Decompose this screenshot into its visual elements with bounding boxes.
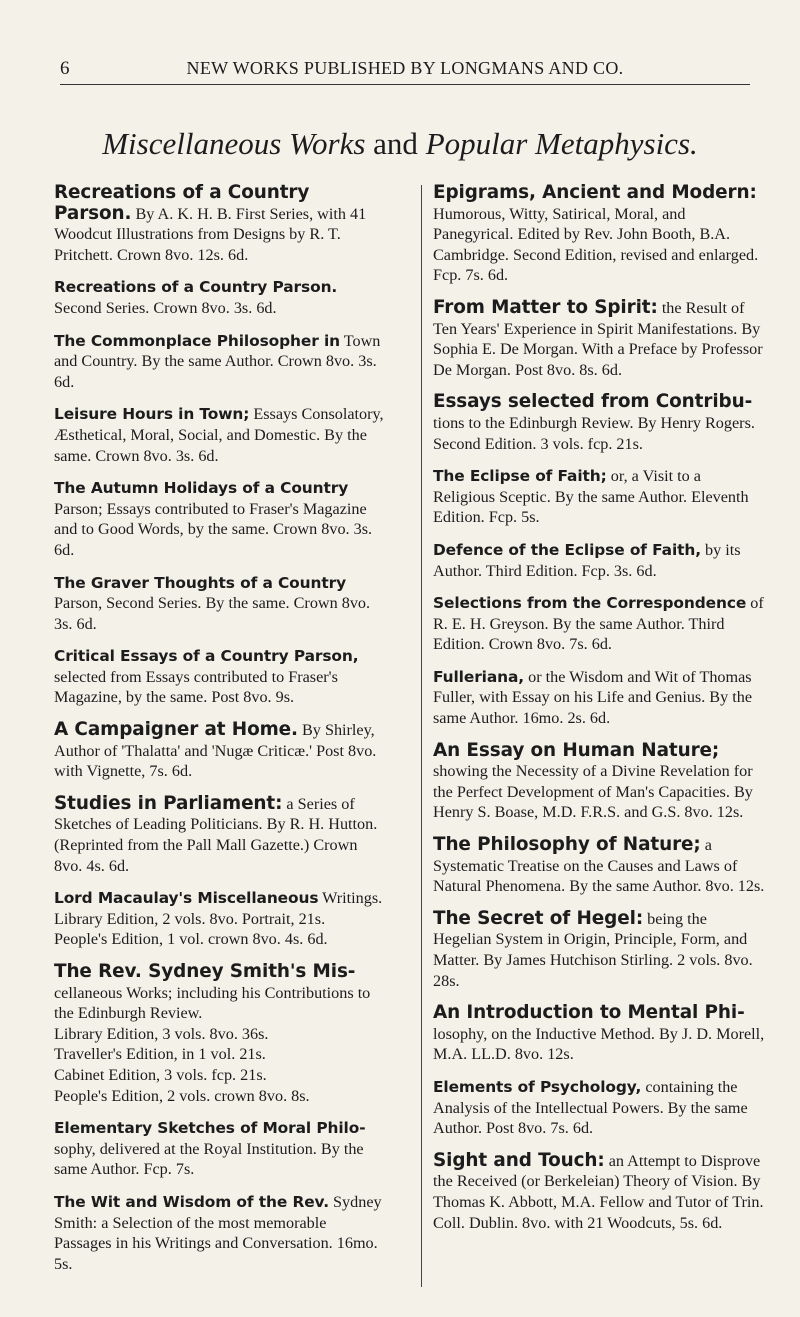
book-description: sophy, delivered at the Royal Institution. By the same Author. Fcp. 7s. — [54, 1139, 364, 1179]
book-entry — [433, 466, 765, 528]
book-title: The Graver Thoughts of a Country — [54, 573, 347, 592]
page-number: 6 — [60, 58, 70, 79]
book-entry — [433, 667, 765, 729]
edition-line: Cabinet Edition, 3 vols. fcp. 21s. — [54, 1065, 267, 1084]
column-divider — [421, 185, 422, 1287]
book-description: or, a Visit to a Religious Sceptic. By the same Author. Eleventh Edition. Fcp. 5s. — [433, 467, 749, 527]
book-entry — [54, 888, 384, 950]
book-entry — [54, 962, 384, 1106]
book-entry — [433, 593, 765, 655]
book-title: The Philosophy of Nature; — [433, 834, 701, 856]
book-title: Critical Essays of a Country Parson, — [54, 647, 359, 666]
page-header — [60, 58, 750, 80]
edition-line: Library Edition, 2 vols. 8vo. Portrait, 21s. — [54, 909, 326, 928]
book-description: the Result of Ten Years' Experience in Spirit Manifestations. By Sophia E. De Morgan. With a Preface by Professor De Morgan. Post 8vo. 8s. 6d. — [433, 298, 763, 379]
book-description: Parson, Second Series. By the same. Crown 8vo. 3s. 6d. — [54, 594, 371, 633]
book-description: Town and Country. By the same Author. Crown 8vo. 3s. 6d. — [54, 331, 381, 391]
edition-line: Traveller's Edition, in 1 vol. 21s. — [54, 1045, 266, 1064]
book-entry — [433, 835, 765, 897]
book-entry — [54, 1192, 384, 1274]
book-entry — [54, 277, 384, 318]
book-entry — [54, 183, 384, 265]
book-description: Writings. — [318, 889, 383, 908]
edition-line: Library Edition, 3 vols. 8vo. 36s. — [54, 1024, 269, 1043]
book-entry — [433, 1077, 765, 1139]
book-description: By Shirley, Author of 'Thalatta' and 'Nugæ Criticæ.' Post 8vo. with Vignette, 7s. 6d. — [54, 721, 377, 781]
book-entry — [54, 478, 384, 560]
book-title: From Matter to Spirit: — [433, 296, 658, 318]
section-title-part-b: Popular Metaphysics. — [425, 126, 698, 161]
book-title: The Commonplace Philosopher in — [54, 331, 341, 350]
book-title: Essays selected from Contribu- — [433, 391, 753, 413]
book-title: Defence of the Eclipse of Faith, — [433, 540, 701, 559]
section-title-and: and — [365, 126, 426, 161]
right-column — [433, 183, 765, 1245]
book-entry — [433, 1151, 765, 1233]
book-title: The Eclipse of Faith; — [433, 467, 607, 486]
book-description: losophy, on the Inductive Method. By J. D. Morell, M.A. LL.D. 8vo. 12s. — [433, 1024, 765, 1064]
book-title: The Secret of Hegel: — [433, 907, 644, 929]
book-description: an Attempt to Disprove the Received (or Berkeleian) Theory of Vision. By Thomas K. Abbott, M.A. Fellow and Tutor of Trin. Coll. Dublin. 8vo. with 21 Woodcuts, 5s. 6d. — [433, 1151, 764, 1232]
header-rule — [60, 84, 750, 85]
book-title: Sight and Touch: — [433, 1149, 605, 1171]
book-title: Lord Macaulay's Miscellaneous — [54, 889, 319, 908]
book-description: showing the Necessity of a Divine Revelation for the Perfect Development of Man's Capacities. By Henry S. Boase, M.D. F.R.S. and G.S. 8vo. 12s. — [433, 762, 753, 822]
book-entry — [54, 404, 384, 466]
book-title: Leisure Hours in Town; — [54, 405, 250, 424]
book-description: a Systematic Treatise on the Causes and Laws of Natural Phenomena. By the same Author. 8vo. 12s. — [433, 836, 765, 896]
edition-line: People's Edition, 1 vol. crown 8vo. 4s. 6d. — [54, 930, 328, 949]
book-description: a Series of Sketches of Leading Politicians. By R. H. Hutton. (Reprinted from the Pall Mall Gazette.) Crown 8vo. 4s. 6d. — [54, 794, 378, 875]
book-description: or the Wisdom and Wit of Thomas Fuller, with Essay on his Life and Genius. By the same Author. 16mo. 2s. 6d. — [433, 667, 753, 728]
book-title: Elements of Psychology, — [433, 1077, 642, 1096]
book-title: An Essay on Human Nature; — [433, 739, 720, 761]
book-description: being the Hegelian System in Origin, Principle, Form, and Matter. By James Hutchison Stirling. 2 vols. 8vo. 28s. — [433, 909, 753, 990]
book-title: The Wit and Wisdom of the Rev. — [54, 1192, 329, 1211]
running-head: NEW WORKS PUBLISHED BY LONGMANS AND CO. — [186, 58, 624, 78]
book-entry — [54, 794, 384, 876]
book-entry — [433, 909, 765, 991]
book-description: containing the Analysis of the Intellectual Powers. By the same Author. Post 8vo. 7s. 6d. — [433, 1077, 748, 1138]
book-description: cellaneous Works; including his Contributions to the Edinburgh Review. — [54, 983, 371, 1023]
book-title: The Rev. Sydney Smith's Mis- — [54, 961, 356, 982]
section-title — [0, 126, 800, 162]
book-entry — [54, 646, 384, 708]
book-title: Recreations of a Country Parson. — [54, 182, 310, 224]
book-description: Humorous, Witty, Satirical, Moral, and Panegyrical. Edited by Rev. John Booth, B.A. Cambridge. Second Edition, revised and enlarged. Fcp. 7s. 6d. — [433, 204, 759, 285]
book-title: Epigrams, Ancient and Modern: — [433, 182, 757, 203]
book-entry — [433, 741, 765, 823]
book-title: Fulleriana, — [433, 667, 525, 686]
book-description: Second Series. Crown 8vo. 3s. 6d. — [54, 298, 277, 317]
book-description: Sydney Smith: a Selection of the most memorable Passages in his Writings and Conversation. 16mo. 5s. — [54, 1192, 382, 1273]
edition-line: People's Edition, 2 vols. crown 8vo. 8s. — [54, 1086, 310, 1105]
book-entry — [54, 573, 384, 635]
book-description: selected from Essays contributed to Fraser's Magazine, by the same. Post 8vo. 9s. — [54, 667, 338, 707]
book-title: A Campaigner at Home. — [54, 719, 298, 741]
book-entry — [433, 183, 765, 286]
book-title: The Autumn Holidays of a Country — [54, 479, 349, 498]
book-description: By A. K. H. B. First Series, with 41 Woodcut Illustrations from Designs by R. T. Pritchett. Crown 8vo. 12s. 6d. — [54, 204, 367, 264]
book-title: Studies in Parliament: — [54, 792, 283, 814]
book-entry — [54, 331, 384, 393]
book-entry — [54, 1118, 384, 1180]
book-entry — [433, 1003, 765, 1065]
section-title-part-a: Miscellaneous Works — [102, 126, 366, 161]
left-column — [54, 183, 384, 1286]
book-entry — [433, 392, 765, 454]
book-description: by its Author. Third Edition. Fcp. 3s. 6d. — [433, 540, 741, 580]
book-entry — [54, 720, 384, 782]
book-title: Selections from the Correspondence — [433, 594, 747, 613]
book-description: tions to the Edinburgh Review. By Henry Rogers. Second Edition. 3 vols. fcp. 21s. — [433, 413, 755, 453]
book-entry — [433, 540, 765, 581]
book-description: of R. E. H. Greyson. By the same Author. Third Edition. Crown 8vo. 7s. 6d. — [433, 594, 764, 654]
book-title: An Introduction to Mental Phi- — [433, 1002, 745, 1024]
book-title: Recreations of a Country Parson. — [54, 278, 338, 297]
book-entry — [433, 298, 765, 380]
book-description: Essays Consolatory, Æsthetical, Moral, Social, and Domestic. By the same. Crown 8vo. 3s. 6d. — [54, 405, 384, 465]
book-title: Elementary Sketches of Moral Philo- — [54, 1119, 366, 1138]
book-description: Parson; Essays contributed to Fraser's Magazine and to Good Words, by the same. Crown 8vo. 3s. 6d. — [54, 499, 373, 559]
